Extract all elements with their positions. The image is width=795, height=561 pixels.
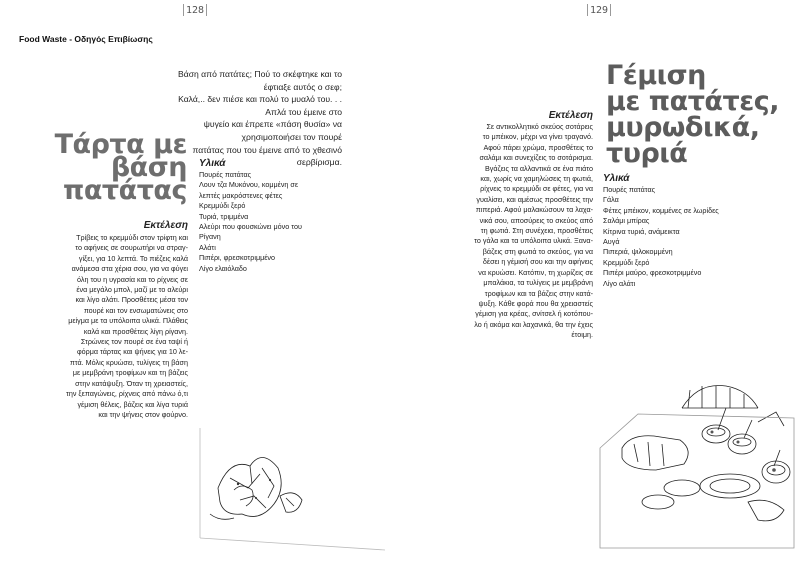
intro-line: ψυγείο και έπρεπε «πάση θυσία» να χρησιμοποιήσει τον πουρέ: [203, 119, 342, 142]
method-line: τροφίμων και τα βάζεις στην κατά-: [484, 288, 593, 298]
ingredient-item: Φέτες μπέικον, κομμένες σε λωρίδες: [603, 205, 719, 215]
recipe2-title-line: Γέμιση: [606, 60, 706, 91]
intro-line: Καλά,.. δεν πιέσε και πολύ το μυαλό του. . . Απλά του έμεινε στο: [178, 94, 342, 117]
method-line: λο ή ακόμα και λαχανικά, θα την έχεις: [474, 319, 593, 329]
ingredient-item: Αλάτι: [199, 242, 216, 252]
method-line: και λίγο αλάτι. Προσθέτεις μέσα τον: [75, 295, 188, 305]
method-line: το μπέικον, μέχρι να γίνει τραγανό.: [482, 132, 593, 142]
method-line: όλη του η υγρασία και το ρίχνεις σε: [77, 274, 188, 284]
ingredient-item: Πιπεριά, ψιλοκομμένη: [603, 247, 673, 257]
ingredient-item: Πουρές πατάτας: [603, 185, 656, 194]
recipe1-title-line: βάση: [110, 152, 187, 183]
intro-text: [176, 68, 342, 169]
recipe2-method: [448, 110, 593, 341]
method-line: δέσει η γέμισή σου και την αφήνεις: [482, 257, 593, 267]
ingredient-item: Πιπέρι μαύρο, φρεσκοτριμμένο: [603, 268, 702, 278]
method-line: να κρυώσει. Κατόπιν, τη χωρίζεις σε: [478, 267, 593, 277]
method-line: γέμιση θέλεις, βάζεις και λίγα τυριά: [77, 399, 188, 409]
method-line: το γάλα και τα υπόλοιπα υλικά. Ξανα-: [474, 236, 593, 246]
method-line: μείγμα με τα υπόλοιπα υλικά. Πλάθεις: [68, 316, 188, 326]
recipe1-method: [46, 220, 188, 420]
ingredient-item: Πουρές πατάτας: [199, 170, 252, 179]
method-line: γίξει, για 10 λεπτά. Το πιέζεις καλά: [78, 253, 188, 263]
method-line: φόρμα τάρτας και ψήνεις για 10 λε-: [76, 347, 188, 357]
method-line: Σε αντικολλητικό σκεύος σοτάρεις: [486, 122, 593, 131]
method-line: τη φωτιά. Στη συνέχεια, προσθέτεις: [480, 226, 593, 236]
method-line: ρίχνεις το κρεμμύδι σε φέτες, για να: [480, 184, 593, 194]
ingredient-item: Λίγο αλάτι: [603, 278, 636, 288]
recipe2-title-line: με πατάτες,: [606, 86, 780, 117]
left-sketch-illustration: [190, 338, 390, 553]
recipe2-title-line: μυρωδικά,: [606, 112, 760, 143]
method-line: μπαλάκια, τα τυλίγεις με μεμβράνη: [483, 278, 593, 288]
ingredient-item: Κρεμμύδι ξερό: [603, 257, 650, 267]
method-line: πτά. Μόλις κρυώσει, τυλίγεις τη βάση: [69, 357, 188, 367]
method-line: νικά σου, αποσύρεις το σκεύος από: [479, 215, 593, 225]
ingredient-item: Λίγο ελαιόλαδο: [199, 263, 247, 273]
method-line: Στρώνεις τον πουρέ σε ένα ταψί ή: [80, 337, 188, 347]
page-number-right: 129: [585, 4, 613, 16]
recipe2-title-line: τυριά: [606, 138, 688, 169]
method-heading: Εκτέλεση: [548, 110, 593, 121]
running-header: Food Waste - Οδηγός Επιβίωσης: [19, 34, 153, 44]
ingredients-heading: Υλικά: [603, 173, 630, 184]
method-line: βάζεις στη φωτιά το σκεύος, για να: [482, 246, 593, 256]
method-line: γέμιση για κρέας, σνίτσελ ή κοτόπου-: [475, 309, 593, 319]
ingredients-heading: Υλικά: [199, 158, 226, 169]
intro-line: Βάση από πατάτες; Πού το σκέφτηκε και το έφτιαξε αυτός ο σεφ;: [178, 69, 342, 92]
method-line: έτοιμη.: [571, 330, 593, 340]
method-line: και την ψήνεις στον φούρνο.: [98, 409, 188, 419]
ingredient-item: Σαλάμι μπίρας: [603, 216, 650, 226]
method-line: ανάμεσα στα χέρια σου, για να φύγει: [71, 264, 188, 274]
ingredient-item: Τυριά, τριμμένα: [199, 211, 249, 221]
ingredient-item: λεπτές μακρόστενες φέτες: [199, 190, 283, 200]
recipe1-title: [40, 129, 187, 206]
ingredient-item: Ρίγανη: [199, 232, 221, 242]
method-line: καλά και προσθέτεις λίγη ρίγανη.: [83, 326, 188, 336]
page-number-left: 128: [181, 4, 209, 16]
right-sketch-illustration: [598, 378, 795, 553]
method-line: γυαλίσει, και αμέσως προσθέτεις την: [476, 194, 593, 204]
recipe1-ingredients: [199, 158, 349, 274]
method-line: πουρέ και τον ενσωματώνεις στο: [83, 305, 188, 315]
recipe2-title: [606, 60, 780, 169]
method-line: και, χωρίς να χαμηλώσεις τη φωτιά,: [480, 174, 593, 184]
ingredient-item: Κρεμμύδι ξερό: [199, 201, 246, 211]
recipe2-ingredients: [603, 173, 788, 289]
method-line: Τρίβεις το κρεμμύδι στον τρίφτη και: [76, 233, 188, 242]
method-heading: Εκτέλεση: [143, 220, 188, 231]
intro-line: πατάτας που του έμεινε από το χθεσινό σερβίρισμα.: [192, 144, 342, 168]
method-line: ψυξη. Κάθε φορά που θα χρειαστείς: [478, 298, 593, 308]
method-line: στην κατάψυξη. Όταν τη χρειαστείς,: [75, 378, 188, 388]
method-line: Αφού πάρει χρώμα, προσθέτεις το: [483, 142, 593, 152]
method-line: σαλάμι και συνεχίζεις το σοτάρισμα.: [479, 153, 593, 163]
method-line: με μεμβράνη τροφίμων και τη βάζεις: [72, 368, 188, 378]
recipe1-title-line: πατάτας: [63, 175, 187, 206]
ingredient-item: Λουν τζα Μυκόνου, κομμένη σε: [199, 180, 299, 190]
method-line: Βγάζεις τα αλλαντικά σε ένα πιάτο: [485, 163, 593, 173]
method-line: πιπεριά. Αφού μαλακώσουν τα λαχα-: [475, 205, 593, 215]
ingredient-item: Πιπέρι, φρεσκοτριμμένο: [199, 253, 276, 263]
ingredient-item: Γάλα: [603, 195, 619, 205]
method-line: την ξεπαγώνεις, ρίχνεις από πάνω ό,τι: [66, 389, 188, 399]
recipe1-title-line: Τάρτα με: [54, 129, 187, 160]
method-line: το αφήνεις σε σουρωτήρι να στραγ-: [75, 243, 188, 253]
ingredient-item: Αλεύρι που φουσκώνει μόνο του: [199, 222, 302, 232]
method-line: ένα μεγάλο μπολ, μαζί με το αλεύρι: [76, 285, 188, 295]
ingredient-item: Αυγά: [603, 237, 620, 247]
ingredient-item: Κίτρινα τυριά, ανάμεικτα: [603, 226, 680, 236]
